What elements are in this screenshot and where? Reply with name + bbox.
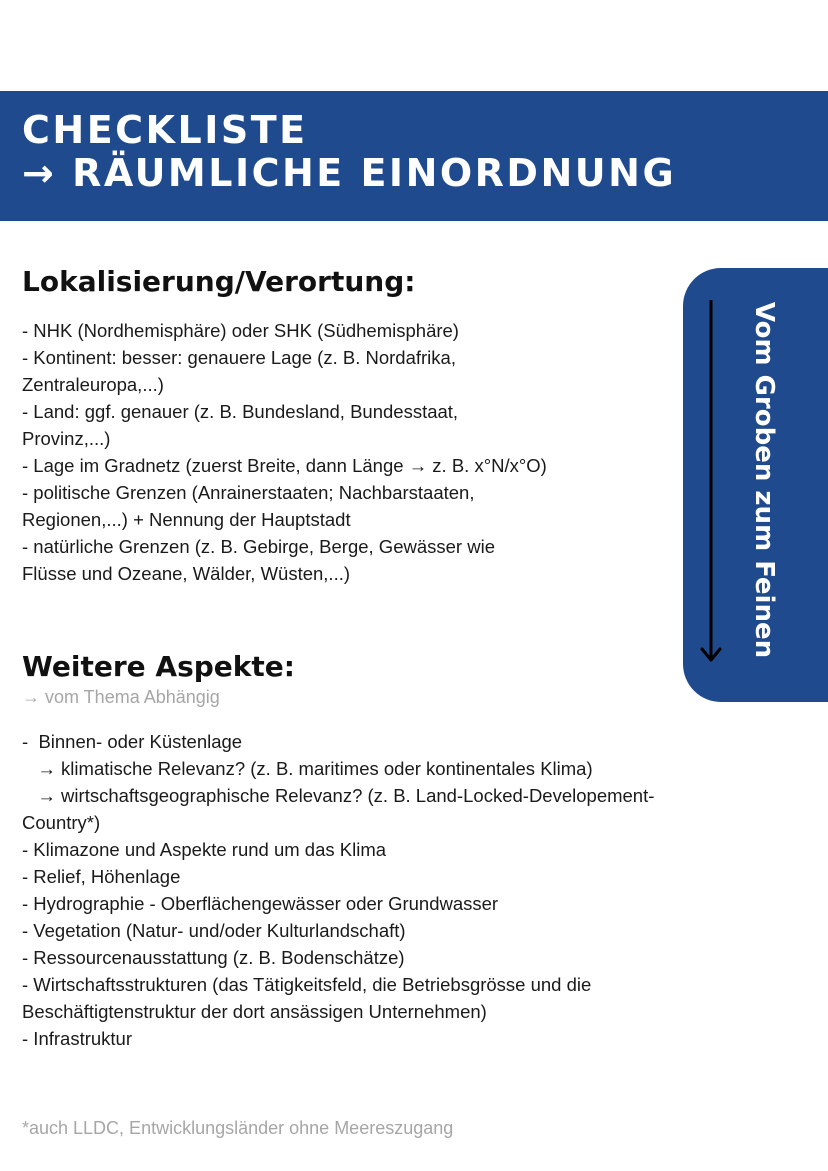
section-subtitle: → vom Thema Abhängig bbox=[22, 687, 220, 707]
section-title-localization: Lokalisierung/Verortung: bbox=[22, 265, 416, 298]
further-aspects-checklist bbox=[22, 728, 654, 1052]
list-item: Flüsse und Ozeane, Wälder, Wüsten,...) bbox=[22, 563, 351, 584]
list-item: - Lage im Gradnetz (zuerst Breite, dann Länge → z. B. x°N/x°O) bbox=[22, 455, 547, 476]
list-item: - politische Grenzen (Anrainerstaaten; Nachbarstaaten, bbox=[22, 482, 475, 503]
footnote: *auch LLDC, Entwicklungsländer ohne Meereszugang bbox=[22, 1118, 454, 1138]
list-item: - Vegetation (Natur- und/oder Kulturlandschaft) bbox=[22, 920, 406, 941]
list-item: Country*) bbox=[22, 812, 101, 833]
side-tab-label: Vom Groben zum Feinen bbox=[749, 301, 779, 659]
list-item: - Binnen- oder Küstenlage bbox=[22, 731, 243, 752]
list-item: Regionen,...) + Nennung der Hauptstadt bbox=[22, 509, 351, 530]
list-item: - natürliche Grenzen (z. B. Gebirge, Berge, Gewässer wie bbox=[22, 536, 495, 557]
header-title-line2: → RÄUMLICHE EINORDNUNG bbox=[22, 151, 677, 195]
list-item: - Land: ggf. genauer (z. B. Bundesland, Bundesstaat, bbox=[22, 401, 459, 422]
section-title-further-aspects: Weitere Aspekte: bbox=[22, 650, 295, 683]
list-item: - Kontinent: besser: genauere Lage (z. B. Nordafrika, bbox=[22, 347, 456, 368]
list-item: Beschäftigtenstruktur der dort ansässigen Unternehmen) bbox=[22, 1001, 487, 1022]
list-item: Zentraleuropa,...) bbox=[22, 374, 164, 395]
list-item: - Ressourcenausstattung (z. B. Bodenschätze) bbox=[22, 947, 405, 968]
list-item: → wirtschaftsgeographische Relevanz? (z. B. Land-Locked-Developement- bbox=[22, 785, 655, 806]
localization-checklist bbox=[22, 317, 547, 587]
list-item: - Hydrographie - Oberflächengewässer oder Grundwasser bbox=[22, 893, 499, 914]
list-item: - Relief, Höhenlage bbox=[22, 866, 181, 887]
header-title-line1: CHECKLISTE bbox=[22, 108, 308, 152]
list-item: Provinz,...) bbox=[22, 428, 111, 449]
list-item: - NHK (Nordhemisphäre) oder SHK (Südhemisphäre) bbox=[22, 320, 459, 341]
list-item: - Infrastruktur bbox=[22, 1028, 132, 1049]
list-item: - Wirtschaftsstrukturen (das Tätigkeitsfeld, die Betriebsgrösse und die bbox=[22, 974, 592, 995]
list-item: - Klimazone und Aspekte rund um das Klima bbox=[22, 839, 387, 860]
arrow-down-icon bbox=[697, 298, 725, 666]
list-item: → klimatische Relevanz? (z. B. maritimes oder kontinentales Klima) bbox=[22, 758, 593, 779]
